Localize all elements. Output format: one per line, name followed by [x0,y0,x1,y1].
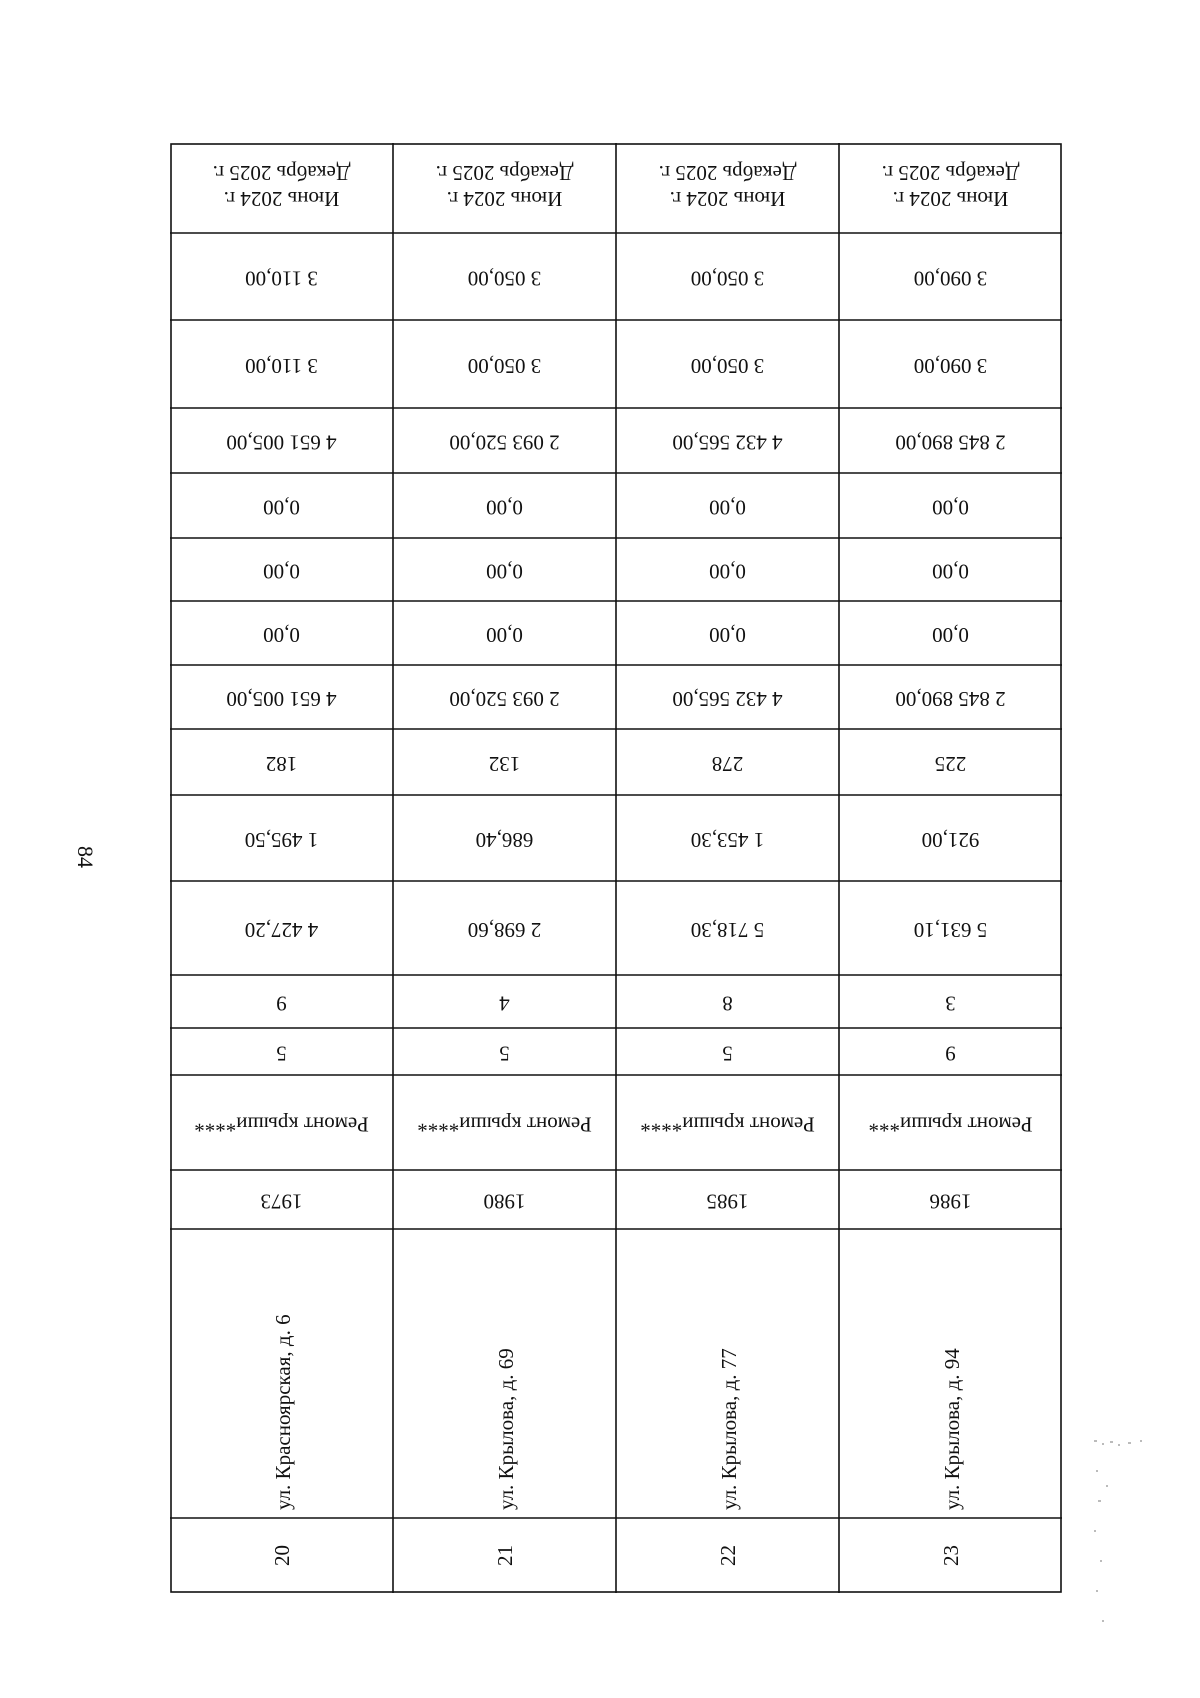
scan-artifact [1088,1440,1163,1640]
c12-cell: 0,00 [486,559,523,584]
c9-cell: 278 [711,752,744,777]
c15-cell: 3 110,00 [245,354,318,379]
c11-cell: 0,00 [263,623,300,648]
c16-cell: 3 050,00 [467,266,542,291]
c8-cell: 1 495,50 [244,828,319,853]
record-column-21 [417,161,591,1566]
c6-cell: 8 [722,991,733,1016]
c11-cell: 0,00 [932,623,969,648]
c13-cell: 0,00 [263,495,300,520]
c6-cell: 3 [945,991,956,1016]
year-cell: 1973 [260,1189,303,1214]
record-column-22 [640,161,814,1566]
year-cell: 1986 [929,1189,972,1214]
c5-cell: 9 [945,1041,956,1066]
year-cell: 1985 [706,1189,749,1214]
c7-cell: 4 427,20 [244,918,319,943]
scan-noise [1088,1440,1163,1640]
period-cell: Июнь 2024 г.Декабрь 2025 г. [435,161,574,211]
c11-cell: 0,00 [709,623,746,648]
c14-cell: 4 651 005,00 [226,430,337,455]
c15-cell: 3 050,00 [690,354,765,379]
c10-cell: 4 651 005,00 [226,687,337,712]
c7-cell: 2 698,60 [467,918,542,943]
work-cell: Ремонт крыши**** [640,1112,815,1137]
c12-cell: 0,00 [932,559,969,584]
c16-cell: 3 090,00 [913,266,988,291]
work-cell: Ремонт крыши**** [417,1112,592,1137]
c8-cell: 686,40 [475,828,534,853]
c6-cell: 4 [499,991,510,1016]
row-number-cell: 20 [269,1545,294,1566]
c14-cell: 2 845 890,00 [895,430,1006,455]
c14-cell: 4 432 565,00 [672,430,783,455]
c9-cell: 225 [934,752,967,777]
address-cell: ул. Крылова, д. 69 [494,1348,518,1510]
c13-cell: 0,00 [932,495,969,520]
row-number-cell: 21 [492,1545,517,1566]
c5-cell: 5 [722,1041,733,1066]
year-cell: 1980 [483,1189,526,1214]
c15-cell: 3 090,00 [913,354,988,379]
record-column-20 [194,161,368,1566]
work-cell: Ремонт крыши**** [194,1112,369,1137]
c16-cell: 3 110,00 [245,266,318,291]
c11-cell: 0,00 [486,623,523,648]
table-svg [170,143,1062,1593]
c6-cell: 9 [276,991,287,1016]
c12-cell: 0,00 [263,559,300,584]
c10-cell: 2 845 890,00 [895,687,1006,712]
c14-cell: 2 093 520,00 [449,430,560,455]
c10-cell: 2 093 520,00 [449,687,560,712]
c7-cell: 5 631,10 [913,918,988,943]
c8-cell: 1 453,30 [690,828,765,853]
c10-cell: 4 432 565,00 [672,687,783,712]
c9-cell: 182 [265,752,298,777]
work-cell: Ремонт крыши*** [868,1112,1033,1137]
c13-cell: 0,00 [709,495,746,520]
c7-cell: 5 718,30 [690,918,765,943]
period-cell: Июнь 2024 г.Декабрь 2025 г. [881,161,1020,211]
period-cell: Июнь 2024 г.Декабрь 2025 г. [658,161,797,211]
row-number-cell: 22 [715,1545,740,1566]
address-cell: ул. Красноярская, д. 6 [271,1314,295,1510]
c8-cell: 921,00 [921,828,980,853]
c16-cell: 3 050,00 [690,266,765,291]
period-cell: Июнь 2024 г.Декабрь 2025 г. [212,161,351,211]
c5-cell: 5 [276,1041,287,1066]
page-number: 84 [73,846,98,868]
address-cell: ул. Крылова, д. 94 [940,1348,964,1510]
c15-cell: 3 050,00 [467,354,542,379]
c5-cell: 5 [499,1041,510,1066]
record-column-23 [869,161,1033,1566]
c13-cell: 0,00 [486,495,523,520]
row-number-cell: 23 [938,1545,963,1566]
c12-cell: 0,00 [709,559,746,584]
rotated-data-table [170,143,1062,1593]
address-cell: ул. Крылова, д. 77 [717,1348,741,1510]
c9-cell: 132 [488,752,521,777]
